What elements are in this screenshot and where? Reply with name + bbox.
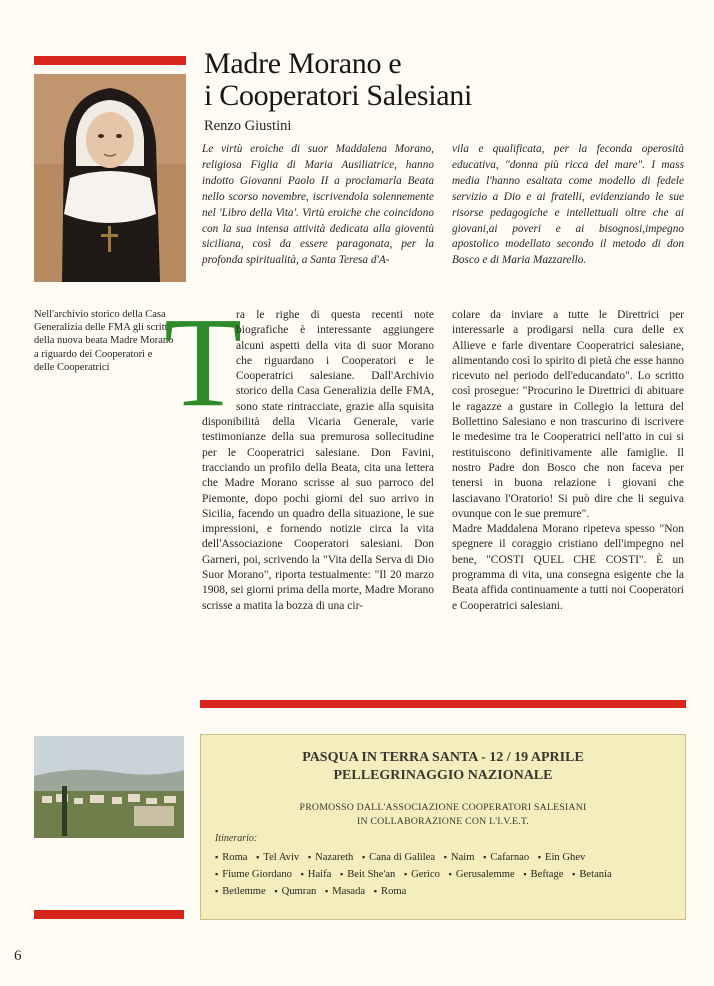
itinerary-stop: ▪ Gerico — [404, 869, 440, 880]
itinerary-stop: ▪ Masada — [325, 886, 365, 897]
itinerary-stop: ▪ Cana di Galilea — [362, 852, 435, 863]
itinerary-stop: ▪ Roma — [215, 852, 248, 863]
itinerary-stop: ▪ Roma — [374, 886, 407, 897]
itinerary-stop: ▪ Cafarnao — [483, 852, 529, 863]
body-col2-paragraph-1: colare da inviare a tutte le Direttrici per interessarle a prodigarsi nella cura delle ex Allieve e farle diventare Cooperatrici salesiane, alimentando così lo spirito di pietà che esse hanno ricevuto nel periodo dell'educandato". Lo scritto così prosegue: "Procurino le Direttrici di abituare le ragazze a gustare in Collegio la lettura del Bollettino Salesiano e non trascurino di iscrivere le medesime tra le Cooperatrici nell'atto in cui si restituiscono definitivamente alle famiglie. Il nostro Padre don Bosco che non faceva per tenersi in buona relazione i giovani che lasciavano l'Oratorio! Si può dire che li seguiva ovunque con le sue premure". — [452, 309, 684, 520]
itinerary-stop: ▪ Betania — [572, 869, 612, 880]
title-line-1: Madre Morano e — [204, 47, 402, 80]
pilgrimage-box — [200, 734, 686, 920]
itinerary-stop: ▪ Fiume Giordano — [215, 869, 292, 880]
landscape-photo — [34, 736, 184, 838]
bottom-left-red-bar — [34, 910, 184, 919]
body-col2-paragraph-2: Madre Maddalena Morano ripeteva spesso "Non spegnere il coraggio cristiano dell'impegno nel bene, "COSTI QUEL CHE COSTI". È un programma di vita, una consegna esigente che la Beata affida continuamente a tutti noi Cooperatori e Cooperatrici salesiani. — [452, 523, 684, 612]
top-left-red-bar — [34, 56, 186, 65]
intro-column-2: vila e qualificata, per la feconda operosità educativa, "donna più ricca del mare". I mass media l'hanno esaltata come modello di fedele servizio a Dio e ai fratelli, evidenziando le sue risorse pedagogiche e intellettuali oltre che ai giovani,ai poveri e ai bisognosi,impegno apostolico modellato secondo il metodo di don Bosco e di Maria Mazzarello. — [452, 143, 684, 267]
article-title — [204, 48, 624, 112]
box-heading-2: PELLEGRINAGGIO NAZIONALE — [333, 768, 553, 783]
portrait-photo — [34, 74, 186, 282]
itinerary-stop: ▪ Nazareth — [308, 852, 353, 863]
itinerary-stop: ▪ Naim — [444, 852, 475, 863]
drop-cap: T — [164, 291, 243, 433]
nun-portrait-illustration — [34, 74, 186, 282]
body-column-2 — [452, 308, 684, 614]
itinerary-stop: ▪ Ein Ghev — [538, 852, 586, 863]
itinerary-stop: ▪ Qumran — [274, 886, 316, 897]
box-promo-2: IN COLLABORAZIONE CON L'I.V.E.T. — [357, 816, 529, 827]
body-col1-text: ra le righe di questa recenti note biografiche è interessante aggiungere alcuni aspetti della vita di suor Morano che riguardano i Cooperatori e le Cooperatrici salesiane. Dall'Archivio storico della Casa Generalizia delle FMA, sono state rintracciate, grazie alla squisita disponibilità della Vicaria Generale, varie testimonianze della sua premurosa sollecitudine per le Cooperatrici salesiane. Don Favini, tracciando un profilo della Beata, cita una lettera che Madre Morano scrisse al suo parroco del Piemonte, dopo pochi giorni del suo arrivo in Sicilia, facendo un quadro della situazione, le sue impressioni, e fornendo notizie circa la vita dell'Associazione Cooperatori salesiani. Don Garneri, poi, scrivendo la "Vita della Serva di Dio Suor Morano", riporta testualmente: "Il 20 marzo 1908, sei giorni prima della morte, Madre Morano scrisse a matita la bozza di una cir- — [202, 309, 434, 612]
itinerary-stop: ▪ Haifa — [301, 869, 332, 880]
box-heading-1: PASQUA IN TERRA SANTA - 12 / 19 APRILE — [302, 750, 584, 765]
itinerary-stop: ▪ Tel Aviv — [256, 852, 299, 863]
intro-column-1: Le virtù eroiche di suor Maddalena Morano, religiosa Figlia di Maria Ausiliatrice, hanno indotto Giovanni Paolo II a proclamarla Beata nello scorso novembre, iscrivendola solennemente nel 'Libro della Vita'. Virtù eroiche che coincidono con la sua intensa attività dedicata alla gioventù siciliana, così da essere paragonata, per la profonda spiritualità, a Santa Teresa d'A- — [202, 143, 434, 267]
itinerary-stop: ▪ Gerusalemme — [449, 869, 515, 880]
page-number: 6 — [14, 948, 22, 964]
author-name: Renzo Giustini — [204, 118, 292, 134]
itinerary-list — [215, 849, 671, 900]
box-promo-1: PROMOSSO DALL'ASSOCIAZIONE COOPERATORI SALESIANI — [299, 802, 587, 813]
itinerary-stop: ▪ Betlemme — [215, 886, 266, 897]
title-line-2: i Cooperatori Salesiani — [204, 79, 473, 112]
itinerary-stop: ▪ Beit She'an — [340, 869, 395, 880]
itinerary-stop: ▪ Beftage — [523, 869, 563, 880]
mid-red-bar — [200, 700, 686, 708]
city-landscape-illustration — [34, 736, 184, 838]
body-column-1 — [164, 291, 434, 614]
itinerary-label: Itinerario: — [215, 833, 258, 844]
photo-caption: Nell'archivio storico della Casa Generalizia delle FMA gli scritti della nuova beata Madre Morano a riguardo dei Cooperatori e delle Cooperatrici — [34, 309, 174, 373]
